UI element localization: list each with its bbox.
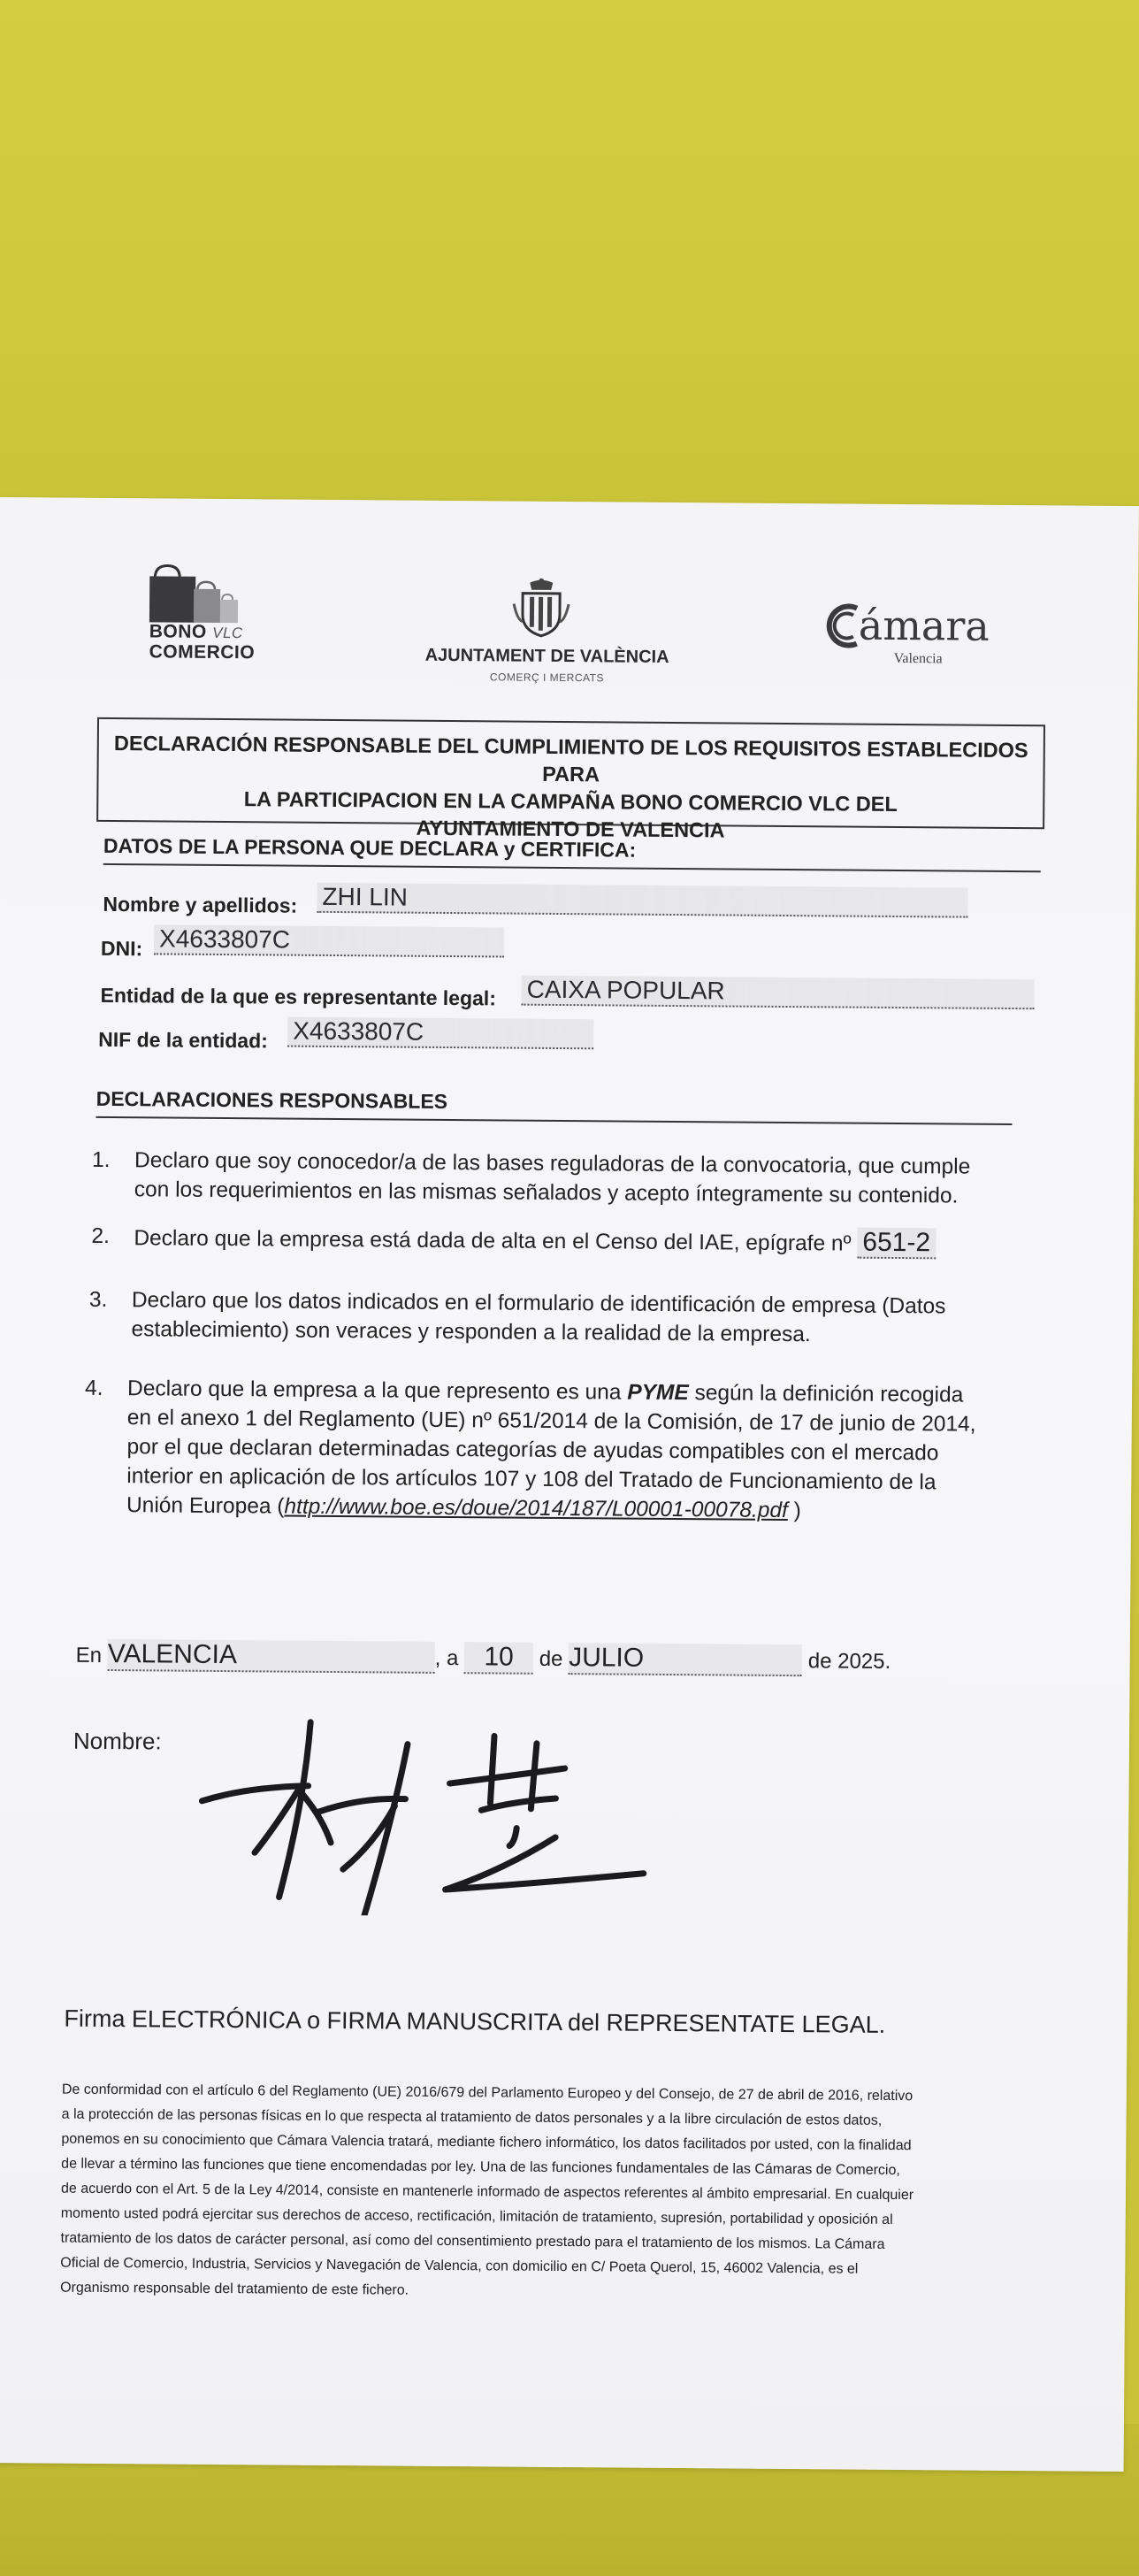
document-page	[0, 497, 1139, 2472]
item-number: 3.	[88, 1287, 108, 1312]
nif-field: X4633807C	[287, 1017, 593, 1050]
item-4-line-2: en el anexo 1 del Reglamento (UE) nº 651/2014 de la Comisión, de 17 de junio de 2014,	[126, 1406, 976, 1437]
item-number: 1.	[92, 1147, 111, 1173]
declaration-item-1	[92, 1146, 1048, 1215]
legal-line: ponemos en su conocimiento que Cámara Valencia tratará, mediante fichero informático, los datos facilitados por usted, con la finalidad	[61, 2131, 912, 2154]
item-2-text: Declaro que la empresa está dada de alta en el Censo del IAE, epígrafe nº	[134, 1226, 852, 1256]
item-4-text: según la definición recogida	[688, 1381, 964, 1407]
bono-comercio-logo-text: BONO VLC COMERCIO	[149, 621, 256, 663]
ajuntament-title: AJUNTAMENT DE VALÈNCIA	[424, 645, 669, 667]
item-3-line-2: establecimiento) son veraces y responden a la realidad de la empresa.	[131, 1317, 811, 1347]
legal-line: de llevar a término las funciones que tiene encomendadas por ley. Una de las funciones fundamentales de las Cámaras de Comercio,	[61, 2156, 900, 2179]
legal-line: de acuerdo con el Art. 5 de la Ley 4/2014, consiste en mantenerle informado de aspectos referentes al ámbito empresarial. En cualquier	[60, 2181, 914, 2204]
epigrafe-field: 651-2	[857, 1228, 936, 1260]
item-1-line-2: con los requerimientos en las mismas señalados y acepto íntegramente su contenido.	[134, 1177, 959, 1208]
declaraciones-heading: DECLARACIONES RESPONSABLES	[96, 1087, 1012, 1125]
city-crest-icon	[510, 578, 573, 640]
title-line-1: DECLARACIÓN RESPONSABLE DEL CUMPLIMIENTO DE LOS REQUISITOS ESTABLECIDOS PARA	[113, 732, 1028, 786]
entidad-field: CAIXA POPULAR	[522, 976, 1035, 1010]
place-date-line	[76, 1639, 1049, 1679]
background-top	[0, 0, 1139, 548]
item-number: 4.	[84, 1376, 103, 1400]
item-4-text: Unión Europea (	[126, 1493, 285, 1519]
year-label: de 2025.	[807, 1649, 891, 1674]
en-label: En	[75, 1643, 103, 1668]
camara-subtitle: Valencia	[893, 650, 943, 667]
datos-heading: DATOS DE LA PERSONA QUE DECLARA y CERTIFICA:	[103, 834, 1041, 872]
legal-line: tratamiento de los datos de carácter personal, así como del consentimiento prestado para el tratamiento de los mismos. La Cámara	[60, 2230, 885, 2252]
title-line-2: LA PARTICIPACION EN LA CAMPAÑA BONO COMERCIO VLC DEL	[243, 787, 898, 816]
shopping-bags-icon	[148, 560, 255, 625]
city-field: VALENCIA	[108, 1639, 435, 1674]
declaration-item-4	[84, 1374, 1049, 1532]
legal-line: a la protección de las personas físicas en lo que respecta al tratamiento de datos personales y a la libre circulación de estos datos,	[61, 2106, 883, 2128]
signature-caption: Firma ELECTRÓNICA o FIRMA MANUSCRITA del REPRESENTATE LEGAL.	[64, 2005, 886, 2038]
item-4-line-4: interior en aplicación de los artículos 107 y 108 del Tratado de Funcionamiento de la	[126, 1464, 936, 1495]
declaration-item-2	[91, 1222, 1046, 1264]
legal-line: Organismo responsable del tratamiento de este fichero.	[60, 2280, 409, 2298]
boe-link[interactable]: http://www.boe.es/doue/2014/187/L00001-00078.pdf	[284, 1494, 788, 1523]
item-3-line-1: Declaro que los datos indicados en el formulario de identificación de empresa (Datos	[131, 1288, 946, 1319]
item-1-line-1: Declaro que soy conocedor/a de las bases reguladoras de la convocatoria, que cumple	[134, 1148, 971, 1179]
legal-line: momento usted podrá ejercitar sus derechos de acceso, rectificación, limitación de tratamiento, supresión, portabilidad y oposición al	[60, 2205, 893, 2227]
legal-line: Oficial de Comercio, Industria, Servicios y Navegación de Valencia, con domicilio en C/ Poeta Querol, 15, 46002 Valencia, es el	[60, 2255, 859, 2277]
day-field: 10	[464, 1642, 533, 1675]
nombre-field: ZHI LIN	[317, 883, 967, 918]
signature-name-label: Nombre:	[73, 1727, 162, 1755]
legal-line: De conformidad con el artículo 6 del Reglamento (UE) 2016/679 del Parlamento Europeo y del Consejo, de 27 de abril de 2016, relativo	[61, 2082, 913, 2104]
handwritten-signature	[183, 1702, 662, 1918]
item-number: 2.	[91, 1223, 110, 1248]
item-4-text: )	[787, 1499, 801, 1523]
pyme-emphasis: PYME	[627, 1380, 689, 1406]
item-4-text: Declaro que la empresa a la que represento es una	[126, 1376, 628, 1405]
entidad-label: Entidad de la que es representante legal:	[100, 983, 497, 1010]
item-4-line-3: por el que declaran determinadas categorías de ayudas compatibles con el mercado	[126, 1435, 939, 1466]
ajuntament-subtitle: COMERÇ I MERCATS	[489, 671, 605, 685]
nombre-label: Nombre y apellidos:	[103, 892, 298, 917]
dni-label: DNI:	[100, 936, 143, 961]
declaration-item-3	[88, 1285, 1044, 1354]
de-label: de	[539, 1646, 563, 1672]
dni-field: X4633807C	[154, 924, 504, 957]
title-line-3: AYUNTAMIENTO DE VALENCIA	[416, 816, 725, 842]
legal-notice	[60, 2078, 1105, 2309]
month-field: JULIO	[569, 1643, 802, 1676]
a-label: , a	[434, 1645, 459, 1671]
nif-label: NIF de la entidad:	[98, 1027, 268, 1053]
document-title	[96, 717, 1045, 842]
camara-title: ámara	[858, 601, 990, 650]
